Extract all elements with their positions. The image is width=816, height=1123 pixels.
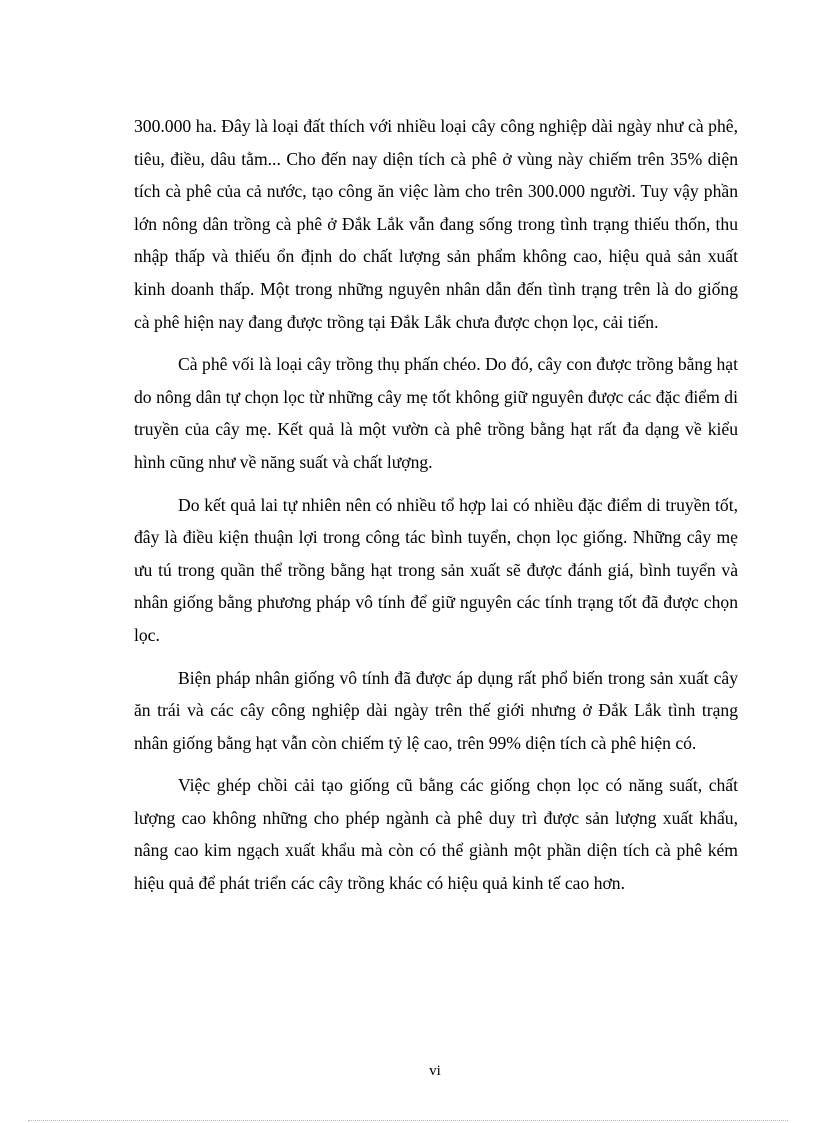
paragraph-grafting: Việc ghép chồi cải tạo giống cũ bằng các giống chọn lọc có năng suất, chất lượng cao không những cho phép ngành cà phê duy trì được sản lượng xuất khẩu, nâng cao kim ngạch xuất khẩu mà còn có thể giành một phần diện tích cà phê kém hiệu quả để phát triển các cây trồng khác có hiệu quả kinh tế cao hơn. — [134, 775, 738, 894]
paragraph-natural-hybrid: Do kết quả lai tự nhiên nên có nhiều tổ hợp lai có nhiều đặc điểm di truyền tốt, đây là điều kiện thuận lợi trong công tác bình tuyển, chọn lọc giống. Những cây mẹ ưu tú trong quần thể trồng bằng hạt trong sản xuất sẽ được đánh giá, bình tuyển và nhân giống bằng phương pháp vô tính để giữ nguyên các tính trạng tốt đã được chọn lọc. — [134, 494, 738, 645]
page-bottom-divider — [28, 1120, 788, 1121]
page-number: vi — [429, 1063, 441, 1079]
body-text — [134, 110, 738, 910]
paragraph-continuation: 300.000 ha. Đây là loại đất thích với nhiều loại cây công nghiệp dài ngày như cà phê, tiêu, điều, dâu tằm... Cho đến nay diện tích cà phê ở vùng này chiếm trên 35% diện tích cà phê của cả nước, tạo công ăn việc làm cho trên 300.000 người. Tuy vậy phần lớn nông dân trồng cà phê ở Đắk Lắk vẫn đang sống trong tình trạng thiếu thốn, thu nhập thấp và thiếu ổn định do chất lượng sản phẩm không cao, hiệu quả sản xuất kinh doanh thấp. Một trong những nguyên nhân dẫn đến tình trạng trên là do giống cà phê hiện nay đang được trồng tại Đắk Lắk chưa được chọn lọc, cải tiến. — [134, 116, 738, 332]
paragraph-robusta-pollination: Cà phê vối là loại cây trồng thụ phấn chéo. Do đó, cây con được trồng bằng hạt do nông dân tự chọn lọc từ những cây mẹ tốt không giữ nguyên được các đặc điểm di truyền của cây mẹ. Kết quả là một vườn cà phê trồng bằng hạt rất đa dạng về kiểu hình cũng như về năng suất và chất lượng. — [134, 354, 738, 472]
paragraph-vegetative-propagation: Biện pháp nhân giống vô tính đã được áp dụng rất phổ biến trong sản xuất cây ăn trái và các cây công nghiệp dài ngày trên thế giới nhưng ở Đắk Lắk tình trạng nhân giống bằng hạt vẫn còn chiếm tỷ lệ cao, trên 99% diện tích cà phê hiện có. — [134, 667, 738, 753]
